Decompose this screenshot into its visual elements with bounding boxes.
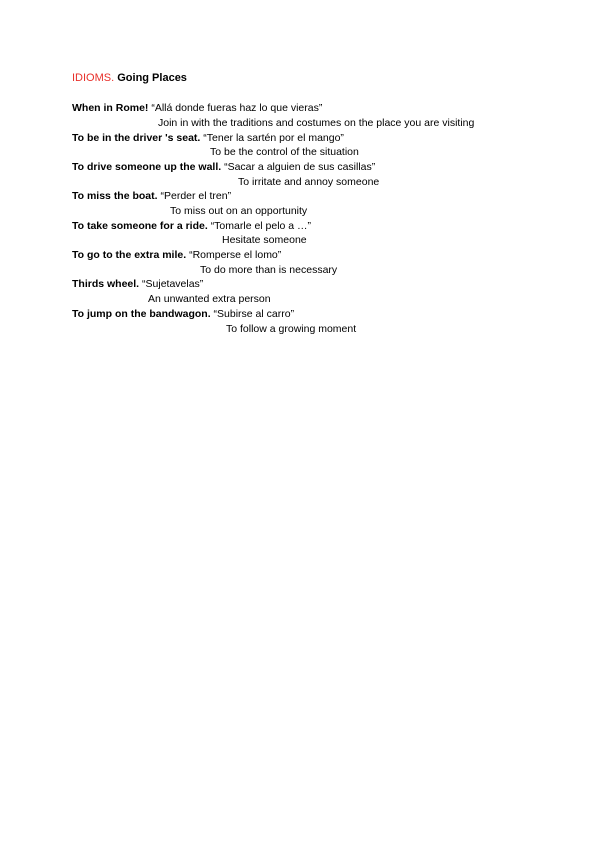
idiom-meaning: To miss out on an opportunity (170, 205, 308, 217)
document-title (72, 72, 187, 84)
spanish-equivalent: “Allá donde fueras haz lo que vieras” (151, 102, 323, 114)
idiom-meaning: Hesitate someone (222, 234, 307, 246)
spanish-equivalent: “Subirse al carro” (213, 308, 295, 320)
idiom-text: When in Rome! (72, 102, 149, 114)
idiom-line (72, 161, 375, 174)
idiom-line (72, 190, 231, 203)
idiom-text: Thirds wheel. (72, 278, 140, 290)
spanish-equivalent: “Perder el tren” (160, 190, 232, 202)
title-accent: IDIOMS. (72, 72, 115, 84)
idiom-text: To miss the boat. (72, 190, 158, 202)
idiom-line (72, 102, 322, 115)
idiom-text: To take someone for a ride. (72, 220, 208, 232)
idiom-text: To be in the driver 's seat. (72, 132, 201, 144)
idiom-line (72, 278, 203, 291)
spanish-equivalent: “Romperse el lomo” (189, 249, 282, 261)
idiom-text: To jump on the bandwagon. (72, 308, 211, 320)
idiom-line (72, 132, 344, 145)
idiom-line (72, 249, 281, 262)
idiom-meaning: To irritate and annoy someone (238, 176, 380, 188)
title-text: Going Places (117, 72, 187, 84)
idiom-text: To drive someone up the wall. (72, 161, 222, 173)
idiom-meaning: An unwanted extra person (148, 293, 271, 305)
idiom-meaning: Join in with the traditions and costumes on the place you are visiting (158, 117, 475, 129)
idiom-meaning: To be the control of the situation (210, 146, 359, 158)
spanish-equivalent: “Sujetavelas” (142, 278, 204, 290)
spanish-equivalent: “Tomarle el pelo a …” (210, 220, 312, 232)
idiom-meaning: To do more than is necessary (200, 264, 338, 276)
idiom-line (72, 220, 311, 233)
idiom-line (72, 308, 294, 321)
spanish-equivalent: “Sacar a alguien de sus casillas” (224, 161, 376, 173)
spanish-equivalent: “Tener la sartén por el mango” (203, 132, 344, 144)
idiom-text: To go to the extra mile. (72, 249, 187, 261)
idiom-meaning: To follow a growing moment (226, 323, 357, 335)
